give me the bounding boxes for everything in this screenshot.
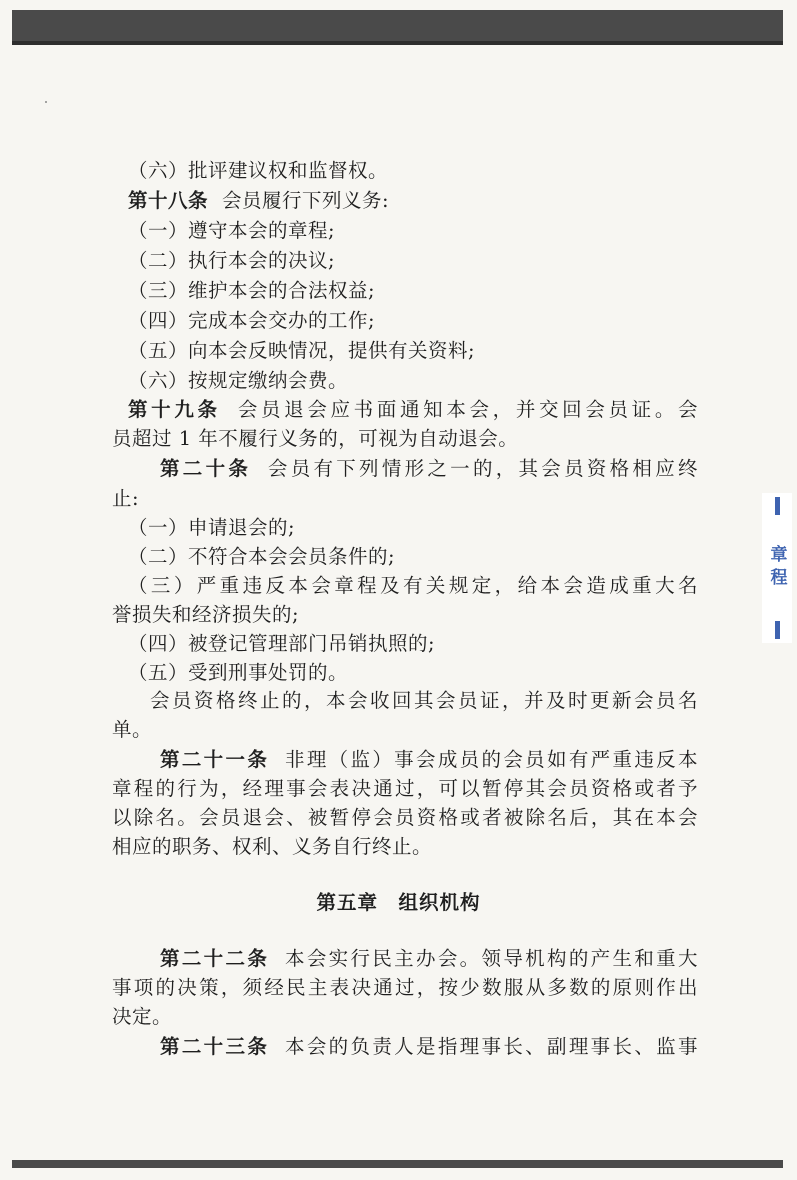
text-line: 相应的职务、权利、义务自行终止。 xyxy=(112,835,433,858)
text-line: （二）不符合本会会员条件的; xyxy=(128,545,396,568)
article-23-line: 第二十三条 本会的负责人是指理事长、副理事长、监事 xyxy=(160,1035,698,1058)
article-number: 第十九条 xyxy=(128,398,221,421)
text-line: （一）申请退会的; xyxy=(128,516,296,539)
article-number: 第二十一条 xyxy=(160,748,270,771)
text-line: （三）维护本会的合法权益; xyxy=(128,279,376,302)
text-line: （六）按规定缴纳会费。 xyxy=(128,369,349,392)
text-line: 以除名。会员退会、被暂停会员资格或者被除名后，其在本会 xyxy=(112,806,698,829)
chapter-heading: 第五章 组织机构 xyxy=(316,891,481,914)
article-number: 第二十条 xyxy=(160,457,252,480)
bottom-scan-border xyxy=(12,1160,783,1168)
text-line: （五）向本会反映情况，提供有关资料; xyxy=(128,339,476,362)
text-line: 单。 xyxy=(112,718,153,741)
article-22-line: 第二十二条 本会实行民主办会。领导机构的产生和重大 xyxy=(160,947,698,970)
section-side-tab xyxy=(762,493,792,643)
article-19-line: 第十九条 会员退会应书面通知本会，并交回会员证。会 xyxy=(128,398,698,421)
text-line: 止: xyxy=(112,487,140,510)
text-line: 事项的决策，须经民主表决通过，按少数服从多数的原则作出 xyxy=(112,976,698,999)
text-line: （四）被登记管理部门吊销执照的; xyxy=(128,632,436,655)
text-line: 员超过 1 年不履行义务的，可视为自动退会。 xyxy=(112,427,519,450)
text-line: （四）完成本会交办的工作; xyxy=(128,309,376,332)
side-tab-label: 章程 xyxy=(766,545,787,591)
article-21-line: 第二十一条 非理（监）事会成员的会员如有严重违反本 xyxy=(160,748,698,771)
text-line: 誉损失和经济损失的; xyxy=(112,603,300,626)
text-line: 章程的行为，经理事会表决通过，可以暂停其会员资格或者予 xyxy=(112,777,698,800)
text-line: （二）执行本会的决议; xyxy=(128,249,336,272)
article-20-line: 第二十条 会员有下列情形之一的，其会员资格相应终 xyxy=(160,457,698,480)
article-number: 第十八条 xyxy=(128,189,209,212)
tab-mark-top xyxy=(775,497,780,515)
text-line: （三）严重违反本会章程及有关规定，给本会造成重大名 xyxy=(128,574,698,597)
text-line: （六）批评建议权和监督权。 xyxy=(128,159,389,182)
article-number: 第二十三条 xyxy=(160,1035,270,1058)
text-line: （一）遵守本会的章程; xyxy=(128,219,336,242)
text-line: （五）受到刑事处罚的。 xyxy=(128,661,349,684)
text-line: 决定。 xyxy=(112,1005,173,1028)
text-line: 会员资格终止的，本会收回其会员证，并及时更新会员名 xyxy=(150,689,698,712)
article-number: 第二十二条 xyxy=(160,947,270,970)
article-18-line: 第十八条 会员履行下列义务: xyxy=(128,189,390,212)
tab-mark-bottom xyxy=(775,621,780,639)
